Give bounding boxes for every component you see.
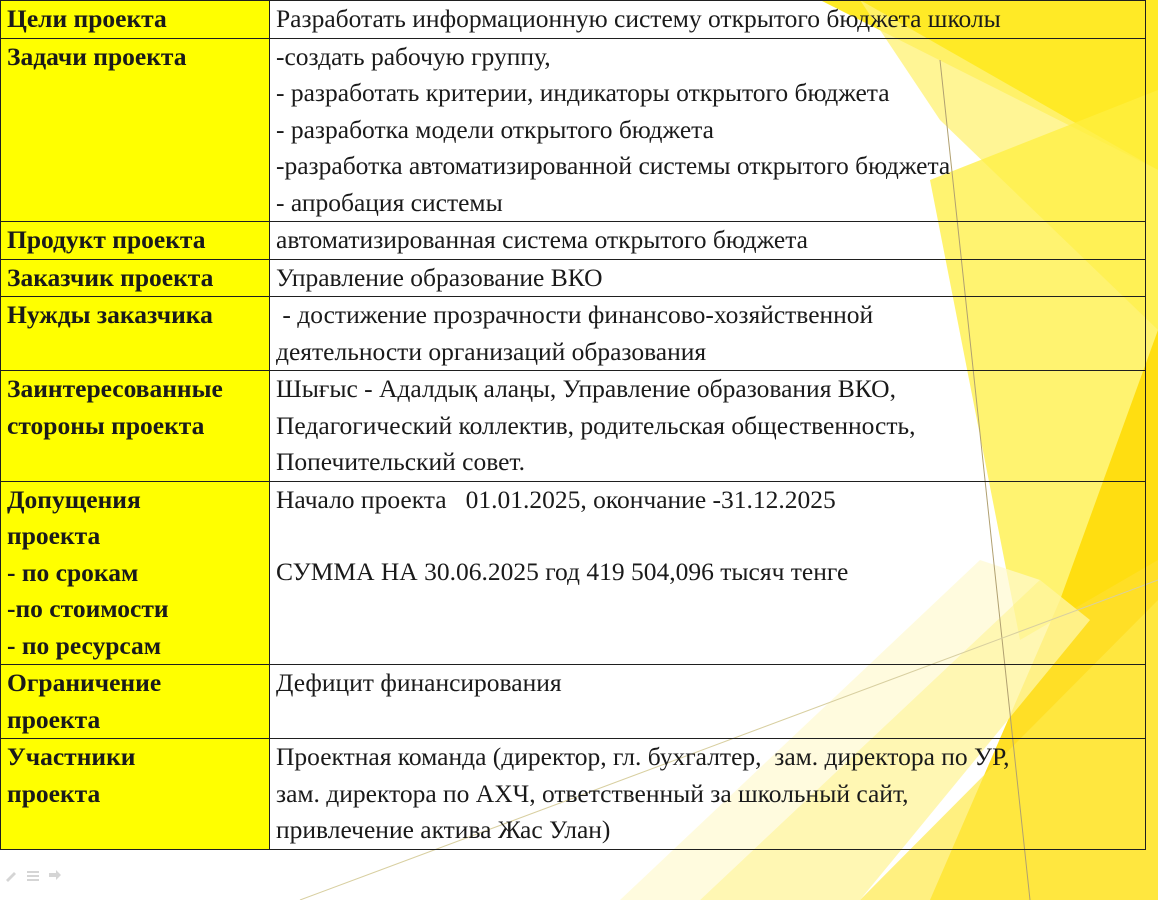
label-text: проекта — [7, 778, 101, 808]
label-text: проекта — [7, 704, 101, 734]
value-text: Начало проекта 01.01.2025, окончание -31.12.2025 — [276, 484, 836, 514]
label-constraints — [1, 665, 270, 739]
row-product — [1, 222, 1146, 260]
value-text: СУММА НА 30.06.2025 год 419 504,096 тысяч тенге — [276, 557, 849, 586]
label-text: Продукт проекта — [7, 225, 206, 254]
value-text: Шығыс - Адалдық алаңы, Управление образования ВКО, — [276, 374, 896, 403]
label-text: Заинтересованные — [7, 374, 223, 403]
label-product — [1, 222, 270, 260]
value-text: -создать рабочую группу, — [276, 41, 551, 71]
value-text: автоматизированная система открытого бюджета — [276, 225, 808, 254]
value-text: Разработать информационную систему открытого бюджета школы — [276, 4, 1001, 33]
value-text: деятельности организаций образования — [276, 336, 707, 366]
label-tasks — [1, 38, 270, 222]
value-text: -разработка автоматизированной системы открытого бюджета — [276, 151, 951, 180]
label-assumptions — [1, 481, 270, 665]
label-text: Нужды заказчика — [7, 300, 213, 329]
label-text: Допущения — [7, 484, 141, 514]
value-text: привлечение актива Жас Улан) — [276, 815, 611, 844]
label-text: Участники — [7, 742, 136, 771]
value-tasks — [270, 38, 1146, 222]
value-text: Попечительский совет. — [276, 447, 526, 476]
label-customer-needs — [1, 297, 270, 371]
value-product — [270, 222, 1146, 260]
label-text: Заказчик проекта — [7, 262, 214, 292]
label-text: -по стоимости — [7, 594, 169, 623]
label-text: стороны проекта — [7, 410, 205, 440]
slide-controls — [4, 868, 62, 882]
value-text: Управление образование ВКО — [276, 262, 603, 292]
value-customer-needs — [270, 297, 1146, 371]
value-constraints — [270, 665, 1146, 739]
label-text: Цели проекта — [7, 4, 167, 33]
value-assumptions — [270, 481, 1146, 665]
row-customer-needs — [1, 297, 1146, 371]
pen-icon[interactable] — [4, 868, 18, 882]
value-text: Дефицит финансирования — [276, 668, 562, 697]
value-stakeholders — [270, 371, 1146, 482]
row-customer — [1, 259, 1146, 297]
label-text: Ограничение — [7, 668, 162, 697]
value-text: Педагогический коллектив, родительская общественность, — [276, 410, 916, 440]
value-customer — [270, 259, 1146, 297]
value-participants — [270, 739, 1146, 850]
row-assumptions — [1, 481, 1146, 665]
spacer — [276, 518, 1139, 554]
value-text: - разработать критерии, индикаторы открытого бюджета — [276, 78, 890, 107]
row-stakeholders — [1, 371, 1146, 482]
row-constraints — [1, 665, 1146, 739]
value-goals — [270, 1, 1146, 39]
value-text: - разработка модели открытого бюджета — [276, 114, 714, 144]
row-goals — [1, 1, 1146, 39]
value-text: - достижение прозрачности финансово-хозяйственной — [276, 300, 874, 329]
value-text: - апробация системы — [276, 187, 503, 217]
label-text: Задачи проекта — [7, 41, 187, 71]
label-participants — [1, 739, 270, 850]
label-goals — [1, 1, 270, 39]
value-text: зам. директора по АХЧ, ответственный за школьный сайт, — [276, 778, 909, 808]
value-text: Проектная команда (директор, гл. бухгалтер, зам. директора по УР, — [276, 742, 1010, 771]
arrow-right-icon[interactable] — [48, 868, 62, 882]
menu-icon[interactable] — [26, 868, 40, 882]
label-text: проекта — [7, 521, 101, 550]
label-stakeholders — [1, 371, 270, 482]
row-tasks — [1, 38, 1146, 222]
row-participants — [1, 739, 1146, 850]
label-text: - по срокам — [7, 557, 139, 587]
label-text: - по ресурсам — [7, 630, 162, 660]
label-customer — [1, 259, 270, 297]
